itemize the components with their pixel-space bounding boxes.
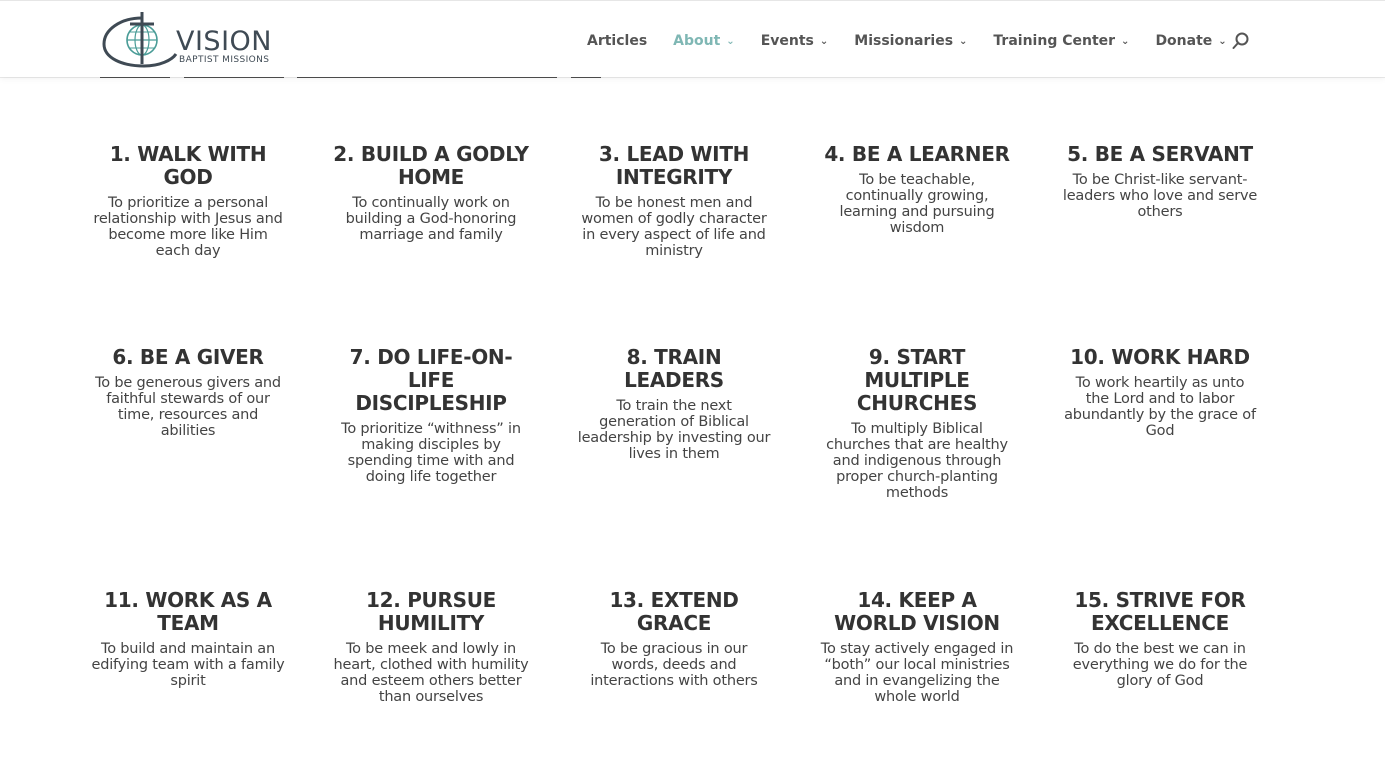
value-description: To be Christ-like servant-leaders who love and serve others bbox=[1062, 172, 1258, 220]
nav-label: Donate bbox=[1155, 33, 1213, 49]
value-card-pursue-humility bbox=[333, 589, 529, 705]
value-title: 8. TRAIN LEADERS bbox=[624, 345, 724, 392]
value-title: 13. EXTEND GRACE bbox=[609, 588, 739, 635]
nav-label: Articles bbox=[587, 33, 648, 49]
value-title: 12. PURSUE HUMILITY bbox=[366, 588, 496, 635]
value-description: To prioritize “withness” in making disciples by spending time with and doing life together bbox=[341, 421, 521, 485]
value-description: To multiply Biblical churches that are healthy and indigenous through proper church-planting methods bbox=[826, 421, 1008, 501]
value-title: 4. BE A LEARNER bbox=[824, 142, 1010, 166]
value-title: 1. WALK WITH GOD bbox=[109, 142, 267, 189]
value-title: 10. WORK HARD bbox=[1070, 345, 1250, 369]
value-card-keep-a-world-vision bbox=[819, 589, 1015, 705]
value-title: 3. LEAD WITH INTEGRITY bbox=[598, 142, 750, 189]
nav-label: Events bbox=[760, 33, 814, 49]
value-description: To be honest men and women of godly character in every aspect of life and ministry bbox=[581, 195, 767, 259]
value-title: 6. BE A GIVER bbox=[112, 345, 264, 369]
value-card-strive-for-excellence bbox=[1062, 589, 1258, 689]
value-card-walk-with-god bbox=[90, 143, 286, 259]
nav-label: Missionaries bbox=[854, 33, 954, 49]
value-title: 15. STRIVE FOR EXCELLENCE bbox=[1074, 588, 1246, 635]
chevron-down-icon: ⌄ bbox=[726, 36, 735, 47]
value-card-work-hard bbox=[1062, 346, 1258, 439]
value-description: To continually work on building a God-honoring marriage and family bbox=[345, 195, 517, 243]
logo-subtitle: BAPTIST MISSIONS bbox=[179, 55, 270, 65]
value-card-life-on-life-discipleship bbox=[333, 346, 529, 485]
core-values-grid bbox=[90, 0, 1285, 762]
nav-label: Training Center bbox=[993, 33, 1116, 49]
value-card-be-a-servant bbox=[1062, 143, 1258, 220]
value-description: To prioritize a personal relationship with Jesus and become more like Him each day bbox=[93, 195, 283, 259]
chevron-down-icon: ⌄ bbox=[819, 36, 829, 47]
value-card-be-a-learner bbox=[819, 143, 1015, 236]
chevron-down-icon: ⌄ bbox=[959, 36, 968, 47]
chevron-down-icon: ⌄ bbox=[1218, 36, 1227, 47]
value-description: To stay actively engaged in “both” our local ministries and in evangelizing the whole world bbox=[820, 641, 1014, 705]
value-description: To build and maintain an edifying team with a family spirit bbox=[91, 641, 285, 689]
value-description: To train the next generation of Biblical leadership by investing our lives in them bbox=[577, 398, 771, 462]
value-title: 14. KEEP A WORLD VISION bbox=[834, 588, 1000, 635]
value-card-work-as-a-team bbox=[90, 589, 286, 689]
value-description: To be meek and lowly in heart, clothed with humility and esteem others better than ourselves bbox=[333, 641, 529, 705]
value-title: 2. BUILD A GODLY HOME bbox=[333, 142, 529, 189]
value-card-extend-grace bbox=[576, 589, 772, 689]
value-card-be-a-giver bbox=[90, 346, 286, 439]
value-card-start-multiple-churches bbox=[819, 346, 1015, 501]
value-description: To work heartily as unto the Lord and to labor abundantly by the grace of God bbox=[1064, 375, 1256, 439]
value-title: 9. START MULTIPLE CHURCHES bbox=[856, 345, 978, 415]
value-title: 7. DO LIFE-ON-LIFE DISCIPLESHIP bbox=[349, 345, 513, 415]
value-description: To do the best we can in everything we do for the glory of God bbox=[1072, 641, 1248, 689]
nav-label: About bbox=[673, 33, 721, 49]
chevron-down-icon: ⌄ bbox=[1121, 36, 1130, 47]
value-description: To be gracious in our words, deeds and interactions with others bbox=[590, 641, 758, 689]
value-card-build-a-godly-home bbox=[333, 143, 529, 243]
value-title: 5. BE A SERVANT bbox=[1067, 142, 1253, 166]
value-description: To be teachable, continually growing, learning and pursuing wisdom bbox=[839, 172, 995, 236]
value-description: To be generous givers and faithful stewards of our time, resources and abilities bbox=[95, 375, 281, 439]
value-title: 11. WORK AS A TEAM bbox=[104, 588, 272, 635]
value-card-lead-with-integrity bbox=[576, 143, 772, 259]
value-card-train-leaders bbox=[576, 346, 772, 462]
logo-wordmark: VISION bbox=[176, 26, 272, 57]
